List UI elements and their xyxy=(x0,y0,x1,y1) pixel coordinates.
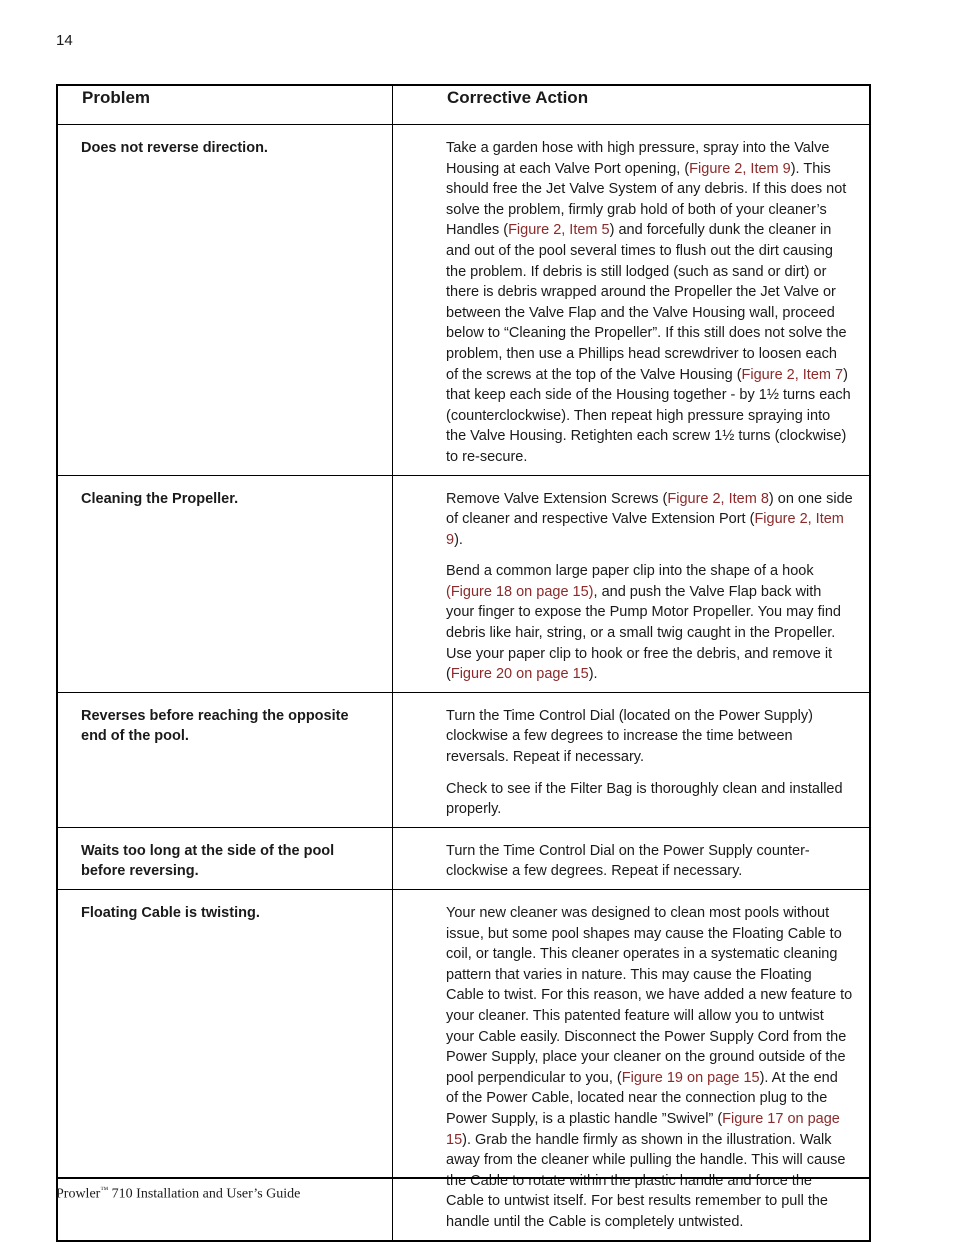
corrective-action-cell xyxy=(393,475,871,692)
action-text: ). Grab the handle firmly as shown in the illustration. Walk away from the cleaner while pulling the handle. This will cause the Cable to rotate within the plastic handle and force the Cable to untwist itself. For best results remember to pull the handle until the Cable is completely untwisted. xyxy=(446,1131,846,1230)
corrective-action-cell xyxy=(393,827,871,889)
problem-cell: Waits too long at the side of the pool before reversing. xyxy=(57,827,393,889)
figure-reference-link[interactable]: Figure 2, Item 7 xyxy=(741,366,844,383)
action-text: Turn the Time Control Dial on the Power Supply counter-clockwise a few degrees. Repeat if necessary. xyxy=(446,842,810,880)
footer-product: Prowler xyxy=(56,1186,101,1202)
action-text: ). At the end of the Power Cable, located near the connection plug to the Power Supply, is a plastic handle ”Swivel” ( xyxy=(446,1069,838,1127)
action-paragraph xyxy=(446,841,853,882)
figure-reference-link[interactable]: Figure 20 on page 15 xyxy=(450,666,589,683)
footer-title: 710 Installation and User’s Guide xyxy=(108,1186,301,1202)
figure-reference-link[interactable]: Figure 19 on page 15 xyxy=(621,1069,760,1086)
action-paragraph xyxy=(446,561,853,685)
trademark-symbol: ™ xyxy=(100,1185,109,1194)
table-row xyxy=(57,475,870,692)
action-text: ). xyxy=(588,666,598,683)
footer xyxy=(56,1185,300,1203)
action-paragraph xyxy=(446,138,853,468)
action-text: ) that keep each side of the Housing together - by 1½ turns each (counterclockwise). Then repeat high pressure spraying into the Valve Housing. Retighten each screw 1½ turns (clockwise) to re-secure. xyxy=(446,366,851,465)
table-row xyxy=(57,125,870,476)
table-header-row xyxy=(57,85,870,125)
action-paragraph xyxy=(446,706,853,768)
action-text: Take a garden hose with high pressure, spray into the Valve Housing at each Valve Port opening, ( xyxy=(446,140,830,177)
action-text: ). This should free the Jet Valve System of any debris. If this does not solve the problem, firmly grab hold of both of your cleaner’s Handles ( xyxy=(446,160,847,239)
header-corrective-action: Corrective Action xyxy=(393,85,871,125)
figure-reference-link[interactable]: Figure 2, Item 5 xyxy=(508,222,610,239)
figure-reference-link[interactable]: Figure 2, Item 9 xyxy=(689,160,791,177)
table-row xyxy=(57,692,870,827)
corrective-action-cell xyxy=(393,692,871,827)
action-text: Turn the Time Control Dial (located on the Power Supply) clockwise a few degrees to increase the time between reversals. Repeat if necessary. xyxy=(446,707,813,766)
table-row xyxy=(57,827,870,889)
action-paragraph xyxy=(446,489,853,551)
action-text: Your new cleaner was designed to clean most pools without issue, but some pool shapes may cause the Floating Cable to coil, or tangle. This cleaner operates in a systematic cleaning pattern that varies in nature. This may cause the Floating Cable to twist. For this reason, we have added a new feature to your cleaner. This patented feature will allow you to untwist your Cable easily. Disconnect the Power Supply Cord from the Power Supply, place your cleaner on the ground outside of the pool perpendicular to you, ( xyxy=(446,905,853,1086)
action-text: Bend a common large paper clip into the shape of a hook xyxy=(446,563,814,580)
action-text: ). xyxy=(454,531,463,548)
action-paragraph xyxy=(446,779,853,820)
problem-cell: Reverses before reaching the opposite end of the pool. xyxy=(57,692,393,827)
header-problem: Problem xyxy=(57,85,393,125)
action-text: ) and forcefully dunk the cleaner in and out of the pool several times to flush out the dirt causing the problem. If debris is still lodged (such as sand or dirt) or there is debris wrapped around the Propeller the Jet Valve or between the Valve Flap and the Valve Housing wall, proceed below to “Cleaning the Propeller”. If this still does not solve the problem, then use a Phillips head screwdriver to loosen each of the screws at the top of the Valve Housing ( xyxy=(446,222,847,383)
figure-reference-link[interactable]: (Figure 18 on page 15) xyxy=(446,583,594,600)
action-paragraph xyxy=(446,903,853,1233)
figure-reference-link[interactable]: Figure 17 on page 15 xyxy=(446,1110,840,1148)
troubleshooting-table xyxy=(56,84,871,1242)
action-text: , and push the Valve Flap back with your finger to expose the Pump Motor Propeller. You may find debris like hair, string, or a small twig caught in the Propeller. Use your paper clip to hook or free the debris, and remove it ( xyxy=(446,583,841,683)
action-text: ) on one side of cleaner and respective Valve Extension Port ( xyxy=(446,490,853,528)
problem-cell: Does not reverse direction. xyxy=(57,125,393,476)
action-text: Check to see if the Filter Bag is thoroughly clean and installed properly. xyxy=(446,780,843,818)
footer-rule xyxy=(56,1177,871,1179)
corrective-action-cell xyxy=(393,125,871,476)
page-number: 14 xyxy=(56,32,73,49)
figure-reference-link[interactable]: Figure 2, Item 8 xyxy=(667,490,769,507)
action-text: Remove Valve Extension Screws ( xyxy=(446,490,668,507)
problem-cell: Cleaning the Propeller. xyxy=(57,475,393,692)
problem-cell: Floating Cable is twisting. xyxy=(57,890,393,1241)
figure-reference-link[interactable]: Figure 2, Item 9 xyxy=(446,511,844,548)
corrective-action-cell xyxy=(393,890,871,1241)
